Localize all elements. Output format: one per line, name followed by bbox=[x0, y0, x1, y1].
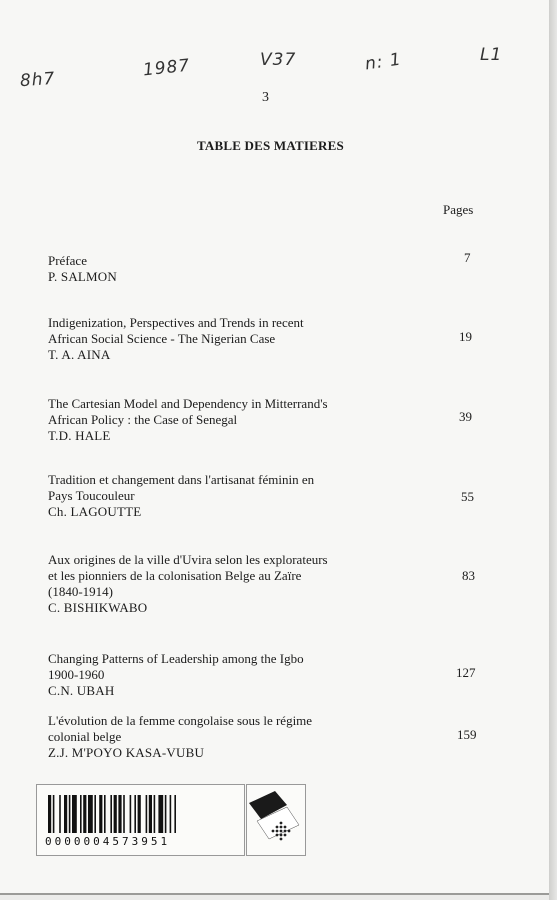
entry-page-number: 127 bbox=[456, 665, 476, 680]
handwritten-mark: L1 bbox=[480, 45, 503, 65]
toc-entry bbox=[48, 253, 398, 285]
entry-author: C. BISHIKWABO bbox=[48, 600, 148, 615]
pages-column-header: Pages bbox=[443, 202, 474, 217]
toc-entry bbox=[48, 552, 398, 616]
entry-title-line: et les pionniers de la colonisation Belge au Zaïre bbox=[48, 568, 302, 583]
toc-entry bbox=[48, 651, 398, 699]
entry-title-line: African Policy : the Case of Senegal bbox=[48, 412, 238, 427]
toc-entry bbox=[48, 396, 398, 444]
entry-page-number: 19 bbox=[459, 329, 472, 344]
toc-entry bbox=[48, 713, 398, 761]
entry-title-line: Pays Toucouleur bbox=[48, 488, 135, 503]
toc-entry bbox=[48, 472, 398, 520]
handwritten-year: 1987 bbox=[142, 55, 192, 81]
entry-title-line: 1900-1960 bbox=[48, 667, 105, 682]
entry-title-line: L'évolution de la femme congolaise sous le régime bbox=[48, 713, 313, 728]
entry-page-number: 159 bbox=[457, 727, 477, 742]
library-logo-icon bbox=[246, 784, 306, 856]
barcode-number: 0000004573951 bbox=[45, 835, 171, 848]
page-edge bbox=[549, 0, 557, 900]
handwritten-volume: V37 bbox=[260, 50, 297, 70]
entry-author: T.D. HALE bbox=[48, 428, 111, 443]
entry-title-line: African Social Science - The Nigerian Case bbox=[48, 331, 276, 346]
barcode-icon bbox=[48, 795, 232, 833]
entry-author: T. A. AINA bbox=[48, 347, 111, 362]
handwritten-number: n: 1 bbox=[363, 49, 403, 75]
entry-author: C.N. UBAH bbox=[48, 683, 115, 698]
entry-title-line: Indigenization, Perspectives and Trends in recent bbox=[48, 315, 304, 330]
toc-entry bbox=[48, 315, 398, 363]
entry-page-number: 83 bbox=[462, 568, 475, 583]
entry-author: Z.J. M'POYO KASA-VUBU bbox=[48, 745, 205, 760]
barcode-label bbox=[36, 784, 245, 856]
handwritten-code: 8h7 bbox=[19, 68, 57, 92]
entry-page-number: 55 bbox=[461, 489, 474, 504]
entry-page-number: 39 bbox=[459, 409, 472, 424]
entry-title-line: colonial belge bbox=[48, 729, 122, 744]
entry-title-line: Changing Patterns of Leadership among the Igbo bbox=[48, 651, 304, 666]
entry-title-line: Préface bbox=[48, 253, 87, 268]
toc-title: TABLE DES MATIERES bbox=[197, 138, 344, 153]
entry-title-line: Tradition et changement dans l'artisanat féminin en bbox=[48, 472, 315, 487]
entry-author: P. SALMON bbox=[48, 269, 117, 284]
entry-title-line: (1840-1914) bbox=[48, 584, 113, 599]
entry-page-number: 7 bbox=[464, 250, 471, 265]
entry-title-line: Aux origines de la ville d'Uvira selon les explorateurs bbox=[48, 552, 328, 567]
entry-author: Ch. LAGOUTTE bbox=[48, 504, 142, 519]
entry-title-line: The Cartesian Model and Dependency in Mitterrand's bbox=[48, 396, 328, 411]
page-number: 3 bbox=[262, 90, 269, 105]
